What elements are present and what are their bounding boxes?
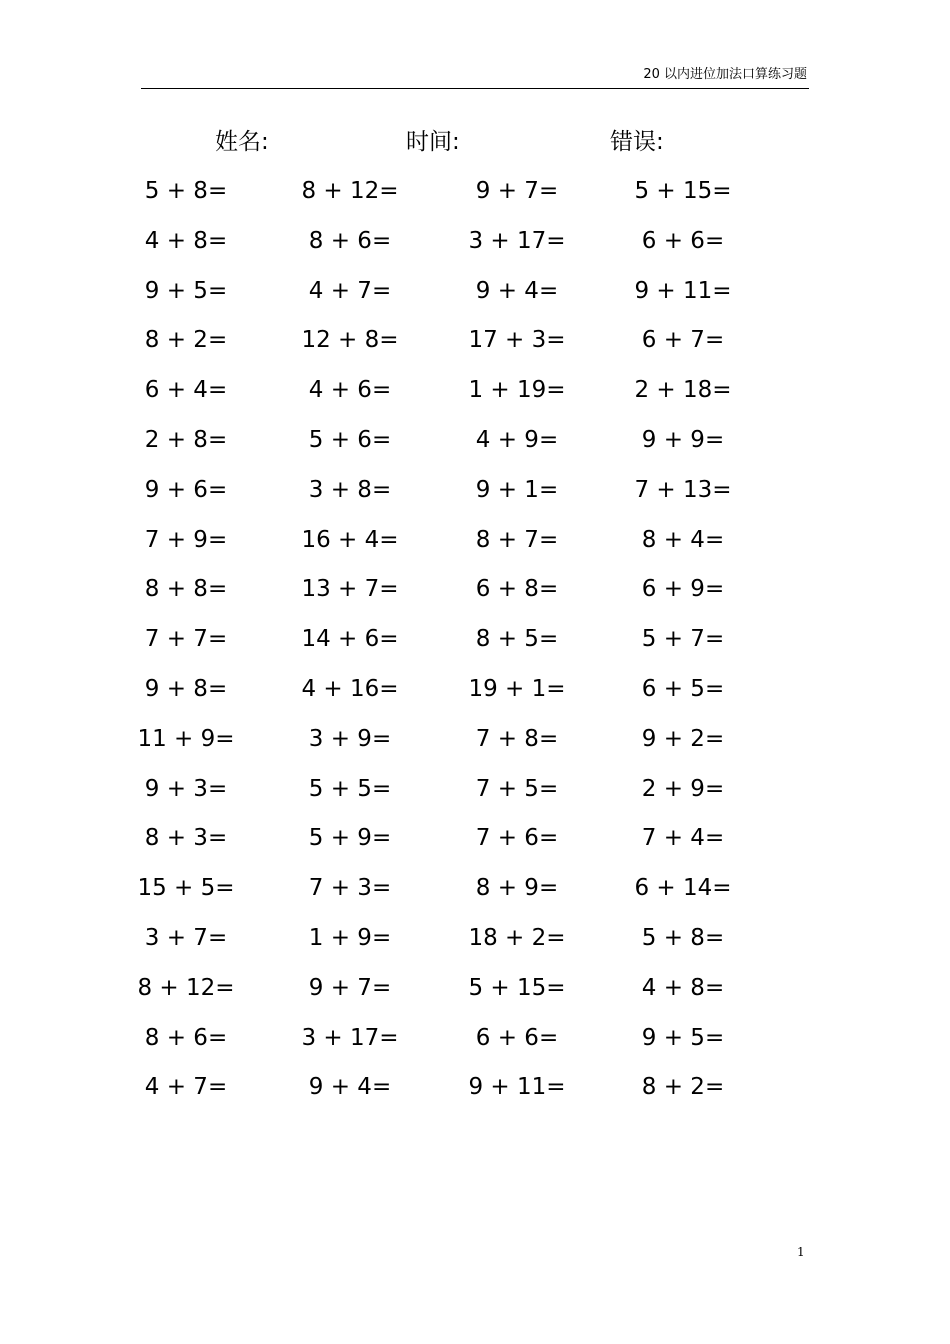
problem-item: 5 + 6= [308,427,392,453]
problem-item: 2 + 9= [641,776,725,802]
problem-item: 3 + 8= [308,477,392,503]
problem-item: 7 + 13= [634,477,732,503]
problem-item: 9 + 3= [144,776,228,802]
problem-item: 7 + 3= [308,875,392,901]
problem-item: 7 + 4= [641,825,725,851]
header-divider [141,88,809,89]
problem-item: 1 + 9= [308,925,392,951]
problem-item: 8 + 8= [144,576,228,602]
problem-item: 4 + 9= [475,427,559,453]
problem-item: 6 + 14= [634,875,732,901]
problem-item: 12 + 8= [301,327,399,353]
problem-item: 19 + 1= [468,676,566,702]
problem-item: 6 + 7= [641,327,725,353]
problem-item: 9 + 4= [308,1074,392,1100]
problem-item: 9 + 6= [144,477,228,503]
problem-item: 9 + 11= [634,278,732,304]
problem-item: 9 + 7= [475,178,559,204]
problem-item: 6 + 8= [475,576,559,602]
problem-item: 2 + 8= [144,427,228,453]
problem-item: 5 + 8= [641,925,725,951]
problem-item: 9 + 5= [144,278,228,304]
page-header-title: 20 以内进位加法口算练习题 [643,67,807,82]
problem-item: 16 + 4= [301,527,399,553]
problem-item: 7 + 6= [475,825,559,851]
problem-item: 1 + 19= [468,377,566,403]
problem-item: 3 + 7= [144,925,228,951]
problem-item: 4 + 8= [641,975,725,1001]
problem-item: 8 + 6= [308,228,392,254]
problem-item: 4 + 7= [144,1074,228,1100]
problem-item: 9 + 8= [144,676,228,702]
problem-item: 8 + 6= [144,1025,228,1051]
problem-item: 6 + 9= [641,576,725,602]
problem-item: 9 + 1= [475,477,559,503]
problem-item: 3 + 17= [301,1025,399,1051]
problem-item: 6 + 6= [475,1025,559,1051]
problem-item: 15 + 5= [137,875,235,901]
problem-item: 8 + 7= [475,527,559,553]
problem-item: 5 + 15= [468,975,566,1001]
problem-item: 3 + 9= [308,726,392,752]
problem-item: 8 + 12= [301,178,399,204]
problem-item: 5 + 5= [308,776,392,802]
problem-item: 5 + 8= [144,178,228,204]
problem-item: 9 + 9= [641,427,725,453]
problem-item: 6 + 5= [641,676,725,702]
problem-item: 13 + 7= [301,576,399,602]
time-label: 时间: [406,129,460,155]
problem-item: 8 + 9= [475,875,559,901]
problem-item: 6 + 6= [641,228,725,254]
problem-item: 7 + 5= [475,776,559,802]
problem-item: 8 + 2= [641,1074,725,1100]
problem-item: 18 + 2= [468,925,566,951]
problem-item: 9 + 7= [308,975,392,1001]
problem-item: 4 + 16= [301,676,399,702]
problem-item: 7 + 9= [144,527,228,553]
problem-item: 8 + 5= [475,626,559,652]
problem-item: 3 + 17= [468,228,566,254]
problem-item: 17 + 3= [468,327,566,353]
problem-item: 9 + 11= [468,1074,566,1100]
problem-item: 4 + 7= [308,278,392,304]
problem-item: 9 + 2= [641,726,725,752]
problem-item: 14 + 6= [301,626,399,652]
name-label: 姓名: [215,129,269,155]
problem-item: 7 + 8= [475,726,559,752]
page-number: 1 [797,1245,805,1259]
problem-item: 9 + 5= [641,1025,725,1051]
problem-item: 8 + 4= [641,527,725,553]
problem-item: 5 + 7= [641,626,725,652]
problem-item: 8 + 3= [144,825,228,851]
problem-item: 6 + 4= [144,377,228,403]
problem-item: 2 + 18= [634,377,732,403]
problem-item: 4 + 6= [308,377,392,403]
problem-item: 5 + 9= [308,825,392,851]
errors-label: 错误: [610,129,664,155]
problem-item: 11 + 9= [137,726,235,752]
problem-item: 8 + 12= [137,975,235,1001]
problem-item: 7 + 7= [144,626,228,652]
problem-item: 8 + 2= [144,327,228,353]
problem-item: 5 + 15= [634,178,732,204]
problem-item: 4 + 8= [144,228,228,254]
problem-item: 9 + 4= [475,278,559,304]
